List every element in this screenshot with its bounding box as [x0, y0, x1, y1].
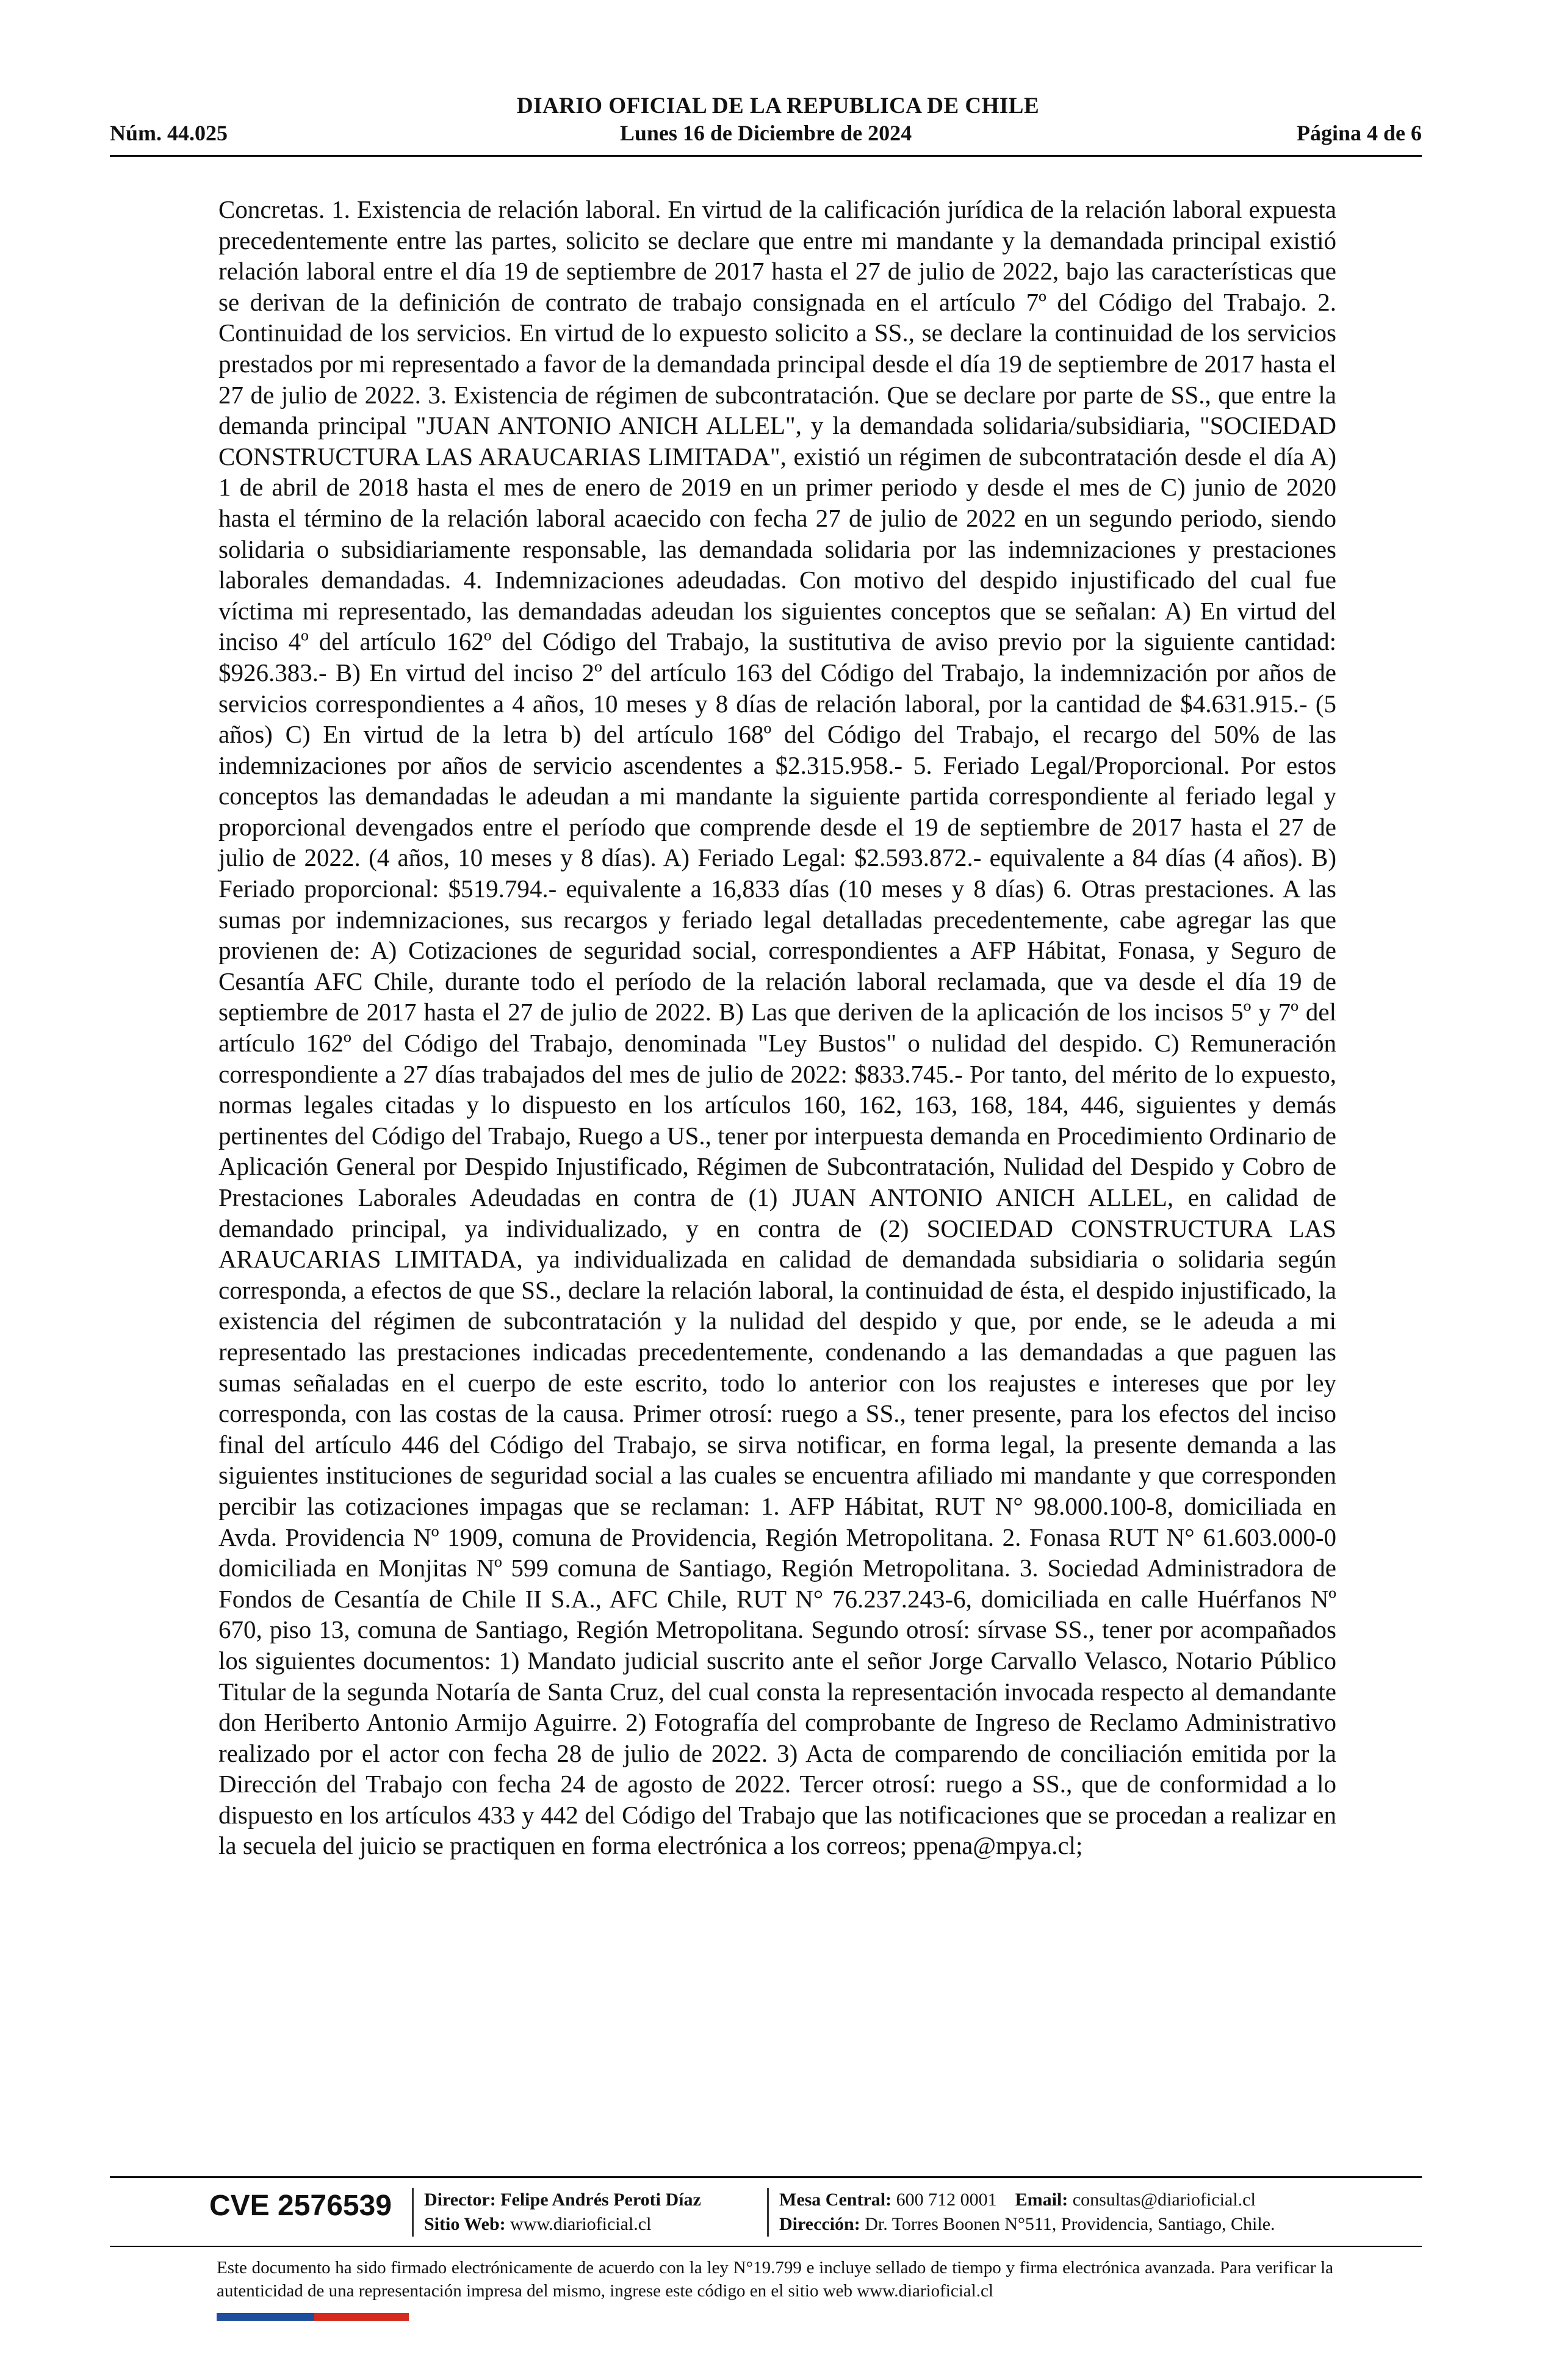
legal-notice: Este documento ha sido firmado electrónicamente de acuerdo con la ley N°19.799 e incluye sellado de tiempo y firma electrónica avanzada. Para verificar la autenticidad de una representación impresa del mismo, ingrese este código en el sitio web www.diarioficial.cl	[217, 2258, 1333, 2301]
page-indicator: Página 4 de 6	[1296, 121, 1422, 145]
header-divider	[110, 155, 1422, 157]
footer-contact-block	[779, 2188, 1275, 2237]
phone-number: 600 712 0001	[896, 2190, 997, 2210]
email-label: Email:	[1015, 2190, 1068, 2210]
issue-number: Núm. 44.025	[110, 121, 228, 145]
address-label: Dirección:	[779, 2214, 860, 2234]
document-body: Concretas. 1. Existencia de relación laboral. En virtud de la calificación jurídica de la relación laboral expuesta precedentemente entre las partes, solicito se declare que entre mi mandante y la demandada principal existió relación laboral entre el día 19 de septiembre de 2017 hasta el 27 de julio de 2022, bajo las características que se derivan de la definición de contrato de trabajo consignada en el artículo 7º del Código del Trabajo. 2. Continuidad de los servicios. En virtud de lo expuesto solicito a SS., se declare la continuidad de los servicios prestados por mi representado a favor de la demandada principal desde el día 19 de septiembre de 2017 hasta el 27 de julio de 2022. 3. Existencia de régimen de subcontratación. Que se declare por parte de SS., que entre la demanda principal "JUAN ANTONIO ANICH ALLEL", y la demandada solidaria/subsidiaria, "SOCIEDAD CONSTRUCTURA LAS ARAUCARIAS LIMITADA", existió un régimen de subcontratación desde el día A) 1 de abril de 2018 hasta el mes de enero de 2019 en un primer periodo y desde el mes de C) junio de 2020 hasta el término de la relación laboral acaecido con fecha 27 de julio de 2022 en un segundo periodo, siendo solidaria o subsidiariamente responsable, las demandada solidaria por las indemnizaciones y prestaciones laborales demandadas. 4. Indemnizaciones adeudadas. Con motivo del despido injustificado del cual fue víctima mi representado, las demandadas adeudan los siguientes conceptos que se señalan: A) En virtud del inciso 4º del artículo 162º del Código del Trabajo, la sustitutiva de aviso previo por la siguiente cantidad: $926.383.- B) En virtud del inciso 2º del artículo 163 del Código del Trabajo, la indemnización por años de servicios correspondientes a 4 años, 10 meses y 8 días de relación laboral, por la cantidad de $4.631.915.- (5 años) C) En virtud de la letra b) del artículo 168º del Código del Trabajo, el recargo del 50% de las indemnizaciones por años de servicio ascendentes a $2.315.958.- 5. Feriado Legal/Proporcional. Por estos conceptos las demandadas le adeudan a mi mandante la siguiente partida correspondiente al feriado legal y proporcional devengados entre el período que comprende desde el 19 de septiembre de 2017 hasta el 27 de julio de 2022. (4 años, 10 meses y 8 días). A) Feriado Legal: $2.593.872.- equivalente a 84 días (4 años). B) Feriado proporcional: $519.794.- equivalente a 16,833 días (10 meses y 8 días) 6. Otras prestaciones. A las sumas por indemnizaciones, sus recargos y feriado legal detalladas precedentemente, cabe agregar las que provienen de: A) Cotizaciones de seguridad social, correspondientes a AFP Hábitat, Fonasa, y Seguro de Cesantía AFC Chile, durante todo el período de la relación laboral reclamada, que va desde el día 19 de septiembre de 2017 hasta el 27 de julio de 2022. B) Las que deriven de la aplicación de los incisos 5º y 7º del artículo 162º del Código del Trabajo, denominada "Ley Bustos" o nulidad del despido. C) Remuneración correspondiente a 27 días trabajados del mes de julio de 2022: $833.745.- Por tanto, del mérito de lo expuesto, normas legales citadas y lo dispuesto en los artículos 160, 162, 163, 168, 184, 446, siguientes y demás pertinentes del Código del Trabajo, Ruego a US., tener por interpuesta demanda en Procedimiento Ordinario de Aplicación General por Despido Injustificado, Régimen de Subcontratación, Nulidad del Despido y Cobro de Prestaciones Laborales Adeudadas en contra de (1) JUAN ANTONIO ANICH ALLEL, en calidad de demandado principal, ya individualizado, y en contra de (2) SOCIEDAD CONSTRUCTURA LAS ARAUCARIAS LIMITADA, ya individualizada en calidad de demandada subsidiaria o solidaria según corresponda, a efectos de que SS., declare la relación laboral, la continuidad de ésta, el despido injustificado, la existencia del régimen de subcontratación y la nulidad del despido y que, por ende, se le adeuda a mi representado las prestaciones indicadas precedentemente, condenando a las demandadas a que paguen las sumas señaladas en el cuerpo de este escrito, todo lo anterior con los reajustes e intereses que por ley corresponda, con las costas de la causa. Primer otrosí: ruego a SS., tener presente, para los efectos del inciso final del artículo 446 del Código del Trabajo, se sirva notificar, en forma legal, la presente demanda a las siguientes instituciones de seguridad social a las cuales se encuentra afiliado mi mandante y que corresponden percibir las cotizaciones impagas que se reclaman: 1. AFP Hábitat, RUT N° 98.000.100-8, domiciliada en Avda. Providencia Nº 1909, comuna de Providencia, Región Metropolitana. 2. Fonasa RUT N° 61.603.000-0 domiciliada en Monjitas Nº 599 comuna de Santiago, Región Metropolitana. 3. Sociedad Administradora de Fondos de Cesantía de Chile II S.A., AFC Chile, RUT N° 76.237.243-6, domiciliada en calle Huérfanos Nº 670, piso 13, comuna de Santiago, Región Metropolitana. Segundo otrosí: sírvase SS., tener por acompañados los siguientes documentos: 1) Mandato judicial suscrito ante el señor Jorge Carvallo Velasco, Notario Público Titular de la segunda Notaría de Santa Cruz, del cual consta la representación invocada respecto al demandante don Heriberto Antonio Armijo Aguirre. 2) Fotografía del comprobante de Ingreso de Reclamo Administrativo realizado por el actor con fecha 28 de julio de 2022. 3) Acta de comparendo de conciliación emitida por la Dirección del Trabajo con fecha 24 de agosto de 2022. Tercer otrosí: ruego a SS., que de conformidad a lo dispuesto en los artículos 433 y 442 del Código del Trabajo que las notificaciones que se procedan a realizar en la secuela del juicio se practiquen en forma electrónica a los correos; ppena@mpya.cl;	[218, 195, 1336, 1860]
publication-title: DIARIO OFICIAL DE LA REPUBLICA DE CHILE	[516, 93, 1040, 118]
chile-flag-stripe	[217, 2313, 409, 2321]
email-link[interactable]: consultas@diarioficial.cl	[1072, 2190, 1256, 2210]
flag-blue-stripe	[217, 2313, 314, 2321]
director-label: Director:	[424, 2190, 496, 2210]
footer-separator-1	[412, 2188, 414, 2237]
footer-director-block	[424, 2188, 701, 2237]
address-text: Dr. Torres Boonen N°511, Providencia, Santiago, Chile.	[865, 2214, 1275, 2234]
website-link[interactable]: www.diarioficial.cl	[510, 2214, 652, 2234]
footer-separator-2	[767, 2188, 769, 2237]
flag-red-stripe	[314, 2313, 409, 2321]
website-label: Sitio Web:	[424, 2214, 506, 2234]
issue-date: Lunes 16 de Diciembre de 2024	[619, 121, 912, 145]
phone-label: Mesa Central:	[779, 2190, 892, 2210]
cve-code: CVE 2576539	[209, 2190, 392, 2222]
footer-divider-bottom	[110, 2246, 1422, 2247]
director-name: Felipe Andrés Peroti Díaz	[500, 2190, 701, 2210]
footer-divider-top	[110, 2176, 1422, 2178]
header-row	[110, 120, 1422, 146]
